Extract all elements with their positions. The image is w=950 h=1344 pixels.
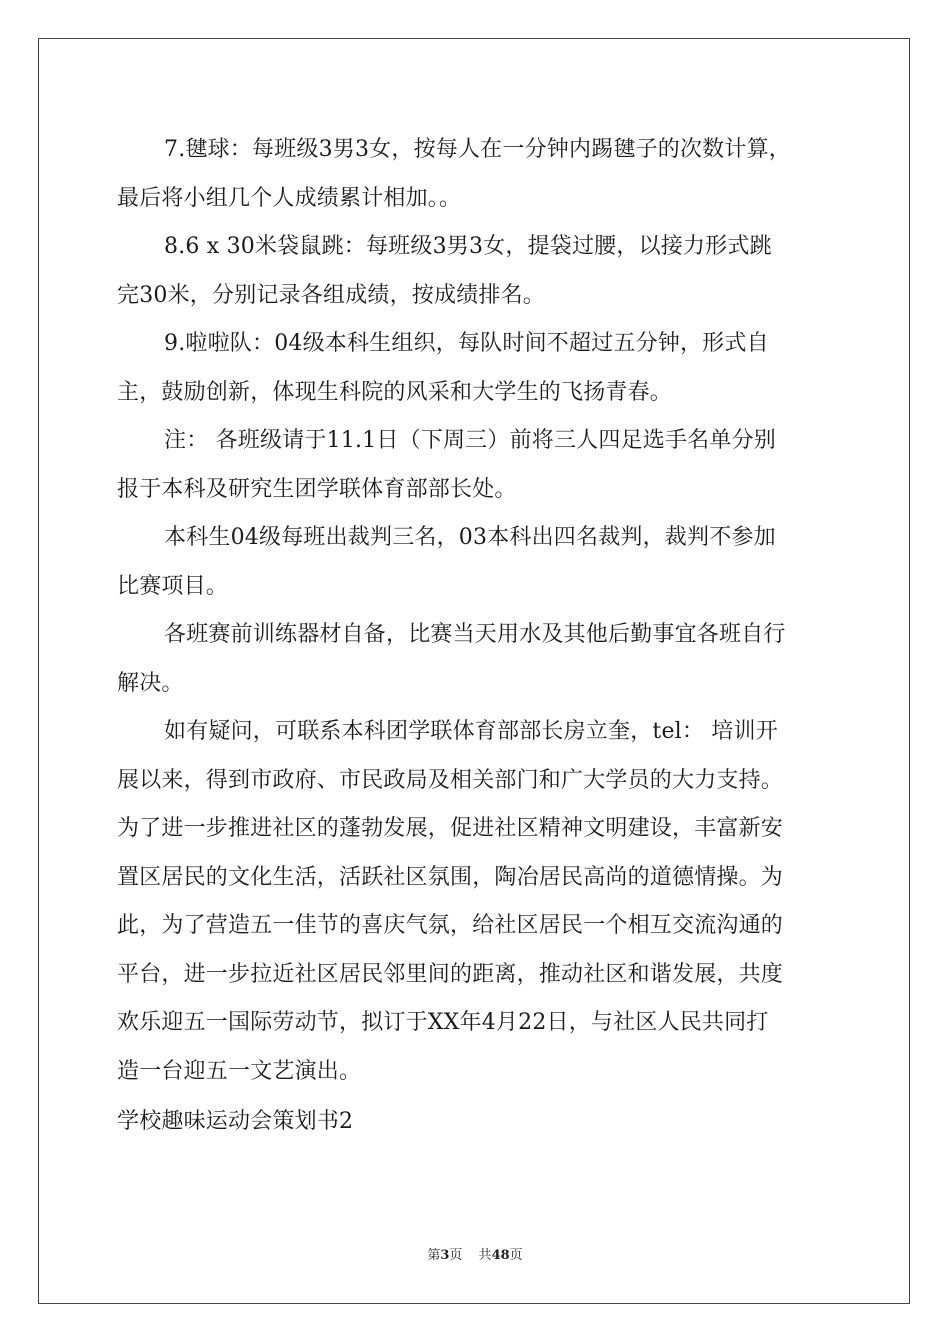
paragraph-line: 如有疑问，可联系本科团学联体育部部长房立奎，tel： 培训开 bbox=[164, 719, 778, 744]
section-heading: 学校趣味运动会策划书2 bbox=[117, 1109, 354, 1134]
paragraph-line: 造一台迎五一文艺演出。 bbox=[117, 1058, 362, 1084]
paragraph-line: 为了进一步推进社区的蓬勃发展，促进社区精神文明建设，丰富新安 bbox=[117, 816, 784, 841]
total-suffix: 页 bbox=[509, 1248, 523, 1263]
paragraph-line: 平台，进一步拉近社区居民邻里间的距离，推动社区和谐发展，共度 bbox=[117, 961, 784, 987]
page-prefix: 第 bbox=[427, 1248, 441, 1263]
paragraph-line: 置区居民的文化生活，活跃社区氛围，陶冶居民高尚的道德情操。为 bbox=[117, 864, 784, 890]
paragraph-line: 报于本科及研究生团学联体育部部长处。 bbox=[117, 476, 517, 502]
paragraph-line: 展以来，得到市政府、市民政局及相关部门和广大学员的大力支持。 bbox=[117, 767, 784, 793]
paragraph-line: 此，为了营造五一佳节的喜庆气氛，给社区居民一个相互交流沟通的 bbox=[117, 913, 784, 938]
paragraph-line: 比赛项目。 bbox=[117, 573, 229, 599]
paragraph-line: 各班赛前训练器材自备，比赛当天用水及其他后勤事宜各班自行 bbox=[164, 622, 786, 647]
page-indicator bbox=[427, 1248, 462, 1263]
total-pages: 48 bbox=[491, 1248, 510, 1263]
paragraph-line: 最后将小组几个人成绩累计相加。。 bbox=[117, 185, 462, 211]
paragraph-line: 完30米，分别记录各组成绩，按成绩排名。 bbox=[117, 282, 545, 308]
paragraph-line: 本科生04级每班出裁判三名，03本科出四名裁判，裁判不参加 bbox=[164, 525, 776, 550]
total-prefix: 共 bbox=[478, 1248, 492, 1263]
paragraph-line: 9.啦啦队：04级本科生组织，每队时间不超过五分钟，形式自 bbox=[164, 331, 769, 356]
page-suffix: 页 bbox=[449, 1248, 463, 1263]
page-footer bbox=[0, 1247, 950, 1265]
document-body bbox=[117, 126, 833, 1147]
page-number: 3 bbox=[440, 1248, 450, 1263]
paragraph-line: 注： 各班级请于11.1日（下周三）前将三人四足选手名单分别 bbox=[164, 428, 776, 453]
paragraph-line: 7.毽球：每班级3男3女，按每人在一分钟内踢毽子的次数计算， bbox=[164, 137, 791, 162]
paragraph-line: 8.6 x 30米袋鼠跳：每班级3男3女，提袋过腰，以接力形式跳 bbox=[164, 234, 772, 259]
paragraph-line: 解决。 bbox=[117, 670, 184, 696]
total-pages-indicator bbox=[479, 1248, 523, 1263]
paragraph-line: 主，鼓励创新，体现生科院的风采和大学生的飞扬青春。 bbox=[117, 379, 673, 405]
paragraph-line: 欢乐迎五一国际劳动节，拟订于XX年4月22日，与社区人民共同打 bbox=[117, 1010, 769, 1035]
